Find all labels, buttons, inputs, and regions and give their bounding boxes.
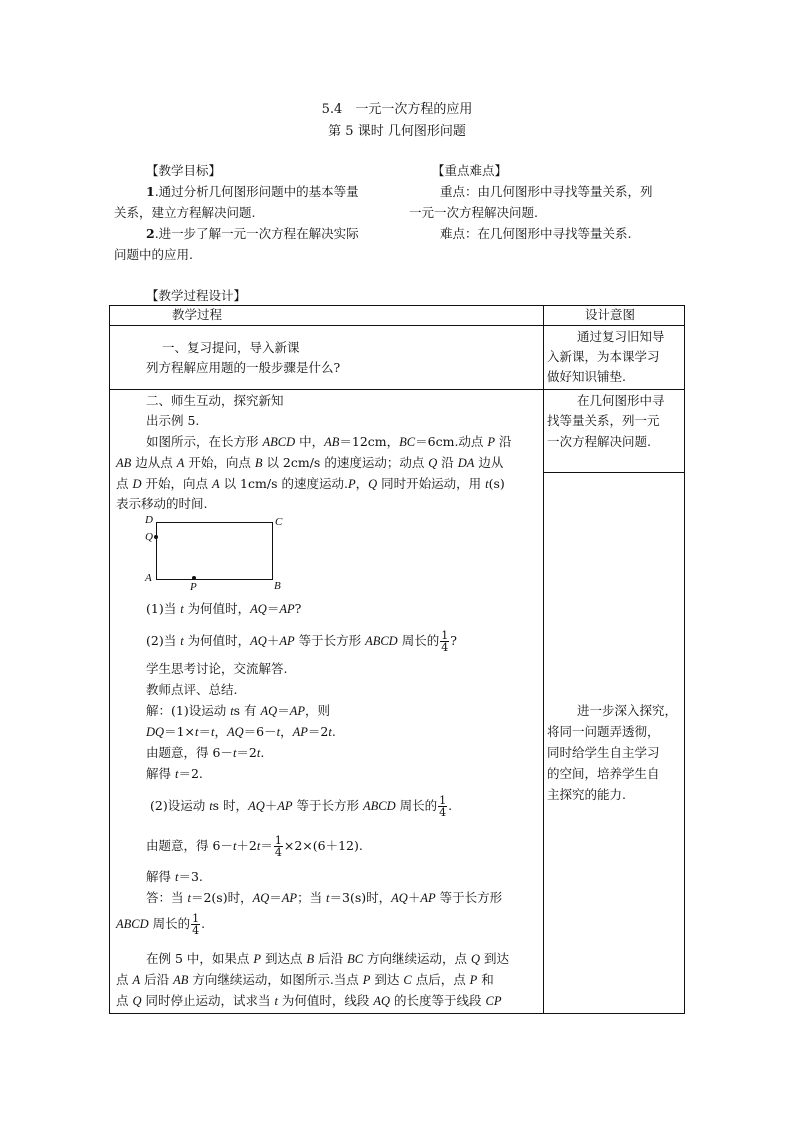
- label-C: C: [275, 516, 283, 528]
- section-2-title: 二、师生互动，探究新知: [146, 393, 284, 408]
- goal-1-line-2: 关系，建立方程解决问题.: [114, 205, 256, 220]
- intent-2-line-2: 找等量关系，列一元: [547, 413, 660, 428]
- answer-line-2: ABCD 周长的 $\frac{1}{4}$ .: [116, 912, 206, 937]
- label-D: D: [145, 514, 153, 526]
- label-A: A: [145, 572, 152, 584]
- extension-line-1: 在例 5 中，如果点 P 到达点 B 后沿 BC 方向继续运动，点 Q 到达: [146, 951, 510, 966]
- answer-line-1: 答：当 t＝2(s)时，AQ＝AP；当 t＝3(s)时，AQ＋AP 等于长方形: [146, 890, 503, 905]
- intent-3-line-4: 的空间，培养学生自: [547, 766, 660, 781]
- intent-3-line-3: 同时给学生自主学习: [547, 745, 660, 760]
- intent-1-line-3: 做好知识铺垫.: [547, 369, 626, 384]
- goal-2-line-2: 问题中的应用.: [114, 247, 193, 262]
- process-heading: 【教学过程设计】: [146, 288, 247, 303]
- difficulty-point: 难点：在几何图形中寻找等量关系.: [440, 226, 632, 241]
- solution-line-7: 解得 t＝3.: [146, 869, 203, 884]
- solution-line-2: DQ＝1×t＝t，AQ＝6－t，AP＝2t.: [146, 724, 336, 739]
- intent-2-line-3: 一次方程解决问题.: [547, 434, 651, 449]
- solution-line-3: 由题意，得 6－t＝2t.: [146, 745, 265, 760]
- problem-line-4: 表示移动的时间.: [116, 496, 208, 511]
- question-1: (1)当 t 为何值时，AQ＝AP?: [146, 601, 302, 616]
- lesson-subtitle: 第 5 课时 几何图形问题: [328, 124, 466, 139]
- key-point-line-1: 重点：由几何图形中寻找等量关系，列: [440, 184, 653, 199]
- section-1-title: 一、复习提问，导入新课: [162, 340, 300, 355]
- goal-2-line-1: 2.进一步了解一元一次方程在解决实际: [146, 226, 359, 241]
- problem-line-2: AB 边从点 A 开始，向点 B 以 2cm/s 的速度运动；动点 Q 沿 DA 边从: [116, 455, 504, 470]
- example-label: 出示例 5.: [146, 413, 200, 428]
- intent-1-line-1: 通过复习旧知导: [577, 329, 665, 344]
- solution-line-1: 解：(1)设运动 ts 有 AQ＝AP，则: [146, 703, 331, 718]
- solution-line-5: (2)设运动 ts 时，AQ＋AP 等于长方形 ABCD 周长的 $\frac{1}{4}$ .: [150, 794, 453, 819]
- intent-3-line-2: 将同一问题弄透彻，: [547, 724, 660, 739]
- question-2: (2)当 t 为何值时，AQ＋AP 等于长方形 ABCD 周长的 $\frac{1}{4}$ ?: [146, 629, 457, 654]
- label-Q: Q: [145, 531, 153, 543]
- goals-heading: 【教学目标】: [146, 163, 222, 178]
- problem-line-3: 点 D 开始，向点 A 以 1cm/s 的速度运动.P，Q 同时开始运动，用 t(s): [116, 476, 505, 491]
- extension-line-3: 点 Q 同时停止运动，试求当 t 为何值时，线段 AQ 的长度等于线段 CP: [116, 993, 502, 1008]
- keypoints-heading: 【重点难点】: [432, 163, 508, 178]
- intent-3-line-5: 主探究的能力.: [547, 787, 626, 802]
- intent-1-line-2: 入新课，为本课学习: [547, 349, 660, 364]
- label-P: P: [190, 581, 197, 593]
- section-1-question: 列方程解应用题的一般步骤是什么?: [146, 360, 341, 375]
- problem-line-1: 如图所示，在长方形 ABCD 中，AB＝12cm，BC＝6cm.动点 P 沿: [146, 434, 512, 449]
- solution-line-4: 解得 t＝2.: [146, 766, 203, 781]
- table-header-process: 教学过程: [172, 307, 223, 322]
- key-point-line-2: 一元一次方程解决问题.: [409, 205, 538, 220]
- intent-2-line-1: 在几何图形中寻: [577, 393, 665, 408]
- label-B: B: [274, 580, 281, 592]
- table-header-intent: 设计意图: [585, 307, 636, 322]
- solution-line-6: 由题意，得 6－t＋2t＝ $\frac{1}{4}$ ×2×(6＋12).: [146, 834, 363, 859]
- intent-3-line-1: 进一步深入探究，: [577, 703, 678, 718]
- discussion-line: 学生思考讨论，交流解答.: [146, 661, 288, 676]
- lesson-title: 5.4 一元一次方程的应用: [321, 102, 473, 117]
- goal-1-line-1: 1.通过分析几何图形问题中的基本等量: [146, 184, 359, 199]
- teacher-summary: 教师点评、总结.: [146, 682, 238, 697]
- extension-line-2: 点 A 后沿 AB 方向继续运动，如图所示.当点 P 到达 C 点后，点 P 和: [116, 972, 494, 987]
